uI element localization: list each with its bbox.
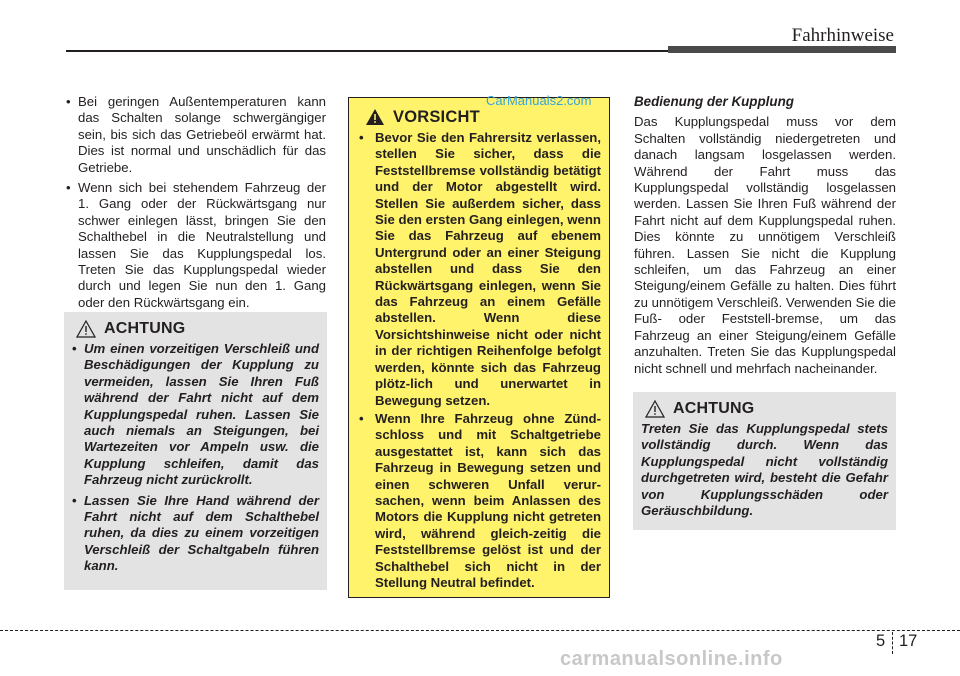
column-left — [66, 94, 326, 315]
caution-text: Treten Sie das Kupplungspedal stets vollständig durch. Wenn das Kupplungspedal nicht vollständig durchgetreten wird, besteht die Gefahr von Kupplungsschäden oder Geräuschbildung. — [641, 421, 888, 519]
page-number: 17 — [899, 632, 918, 650]
caution-header — [645, 400, 888, 418]
caution-bullet: • Um einen vorzeitigen Verschleiß und Beschädigungen der Kupplung zu vermeiden, lassen Sie Ihren Fuß während der Fahrt nicht auf dem Kupplungspedal ruhen. Lassen Sie auch niemals an Steigungen, bei Wartezeiten vor Ampeln usw. die Kupplung schleifen, damit das Fahrzeug nicht zurückrollt. — [72, 341, 319, 489]
caution-box-right — [633, 392, 896, 530]
watermark-top: CarManuals2.com — [486, 93, 592, 108]
caution-bullet-list — [72, 341, 319, 575]
watermark-bottom: carmanualsonline.info — [560, 648, 783, 670]
caution-label: ACHTUNG — [104, 319, 186, 337]
caution-triangle-icon — [645, 400, 665, 418]
section-body: Das Kupplungspedal muss vor dem Schalten vollständig niedergetreten und danach langsam losgelassen werden. Während der Fahrt muss das Kupplungspedal vollständig losgelassen werden. Lassen Sie Ihren Fuß während der Fahrt nicht auf dem Kupplungspedal ruhen. Dies könnte zu unnötigem Verschleiß führen. Lassen Sie nicht die Kupplung schleifen, um das Fahrzeug an einer Steigung/einem Gefälle zu halten. Dies führt zu unnötigem Verschleiß. Verwenden Sie die Fuß- oder Feststell-bremse, um das Fahrzeug an einer Steigung/einem Gefälle anzuhalten. Treten Sie das Kupplungspedal nicht schnell und mehrfach nacheinander. — [634, 114, 896, 376]
warning-bullet: • Bevor Sie den Fahrersitz verlassen, stellen Sie sicher, dass die Feststellbremse vollständig betätigt und der Motor abgestellt wird. Stellen Sie außerdem sicher, dass Sie den ersten Gang einlegen, wenn Sie das Fahrzeug auf ebenem Untergrund oder an einer Steigung abstellen und dass Sie den Rückwärtsgang einlegen, wenn Sie das Fahrzeug an einem Gefälle abstellen. Wenn diese Vorsichtshinweise nicht oder nicht in der richtigen Reihenfolge befolgt werden, könnte sich das Fahrzeug plötz-lich und unerwartet in Bewegung setzen. — [357, 130, 601, 409]
page-number-separator — [892, 632, 894, 654]
warning-triangle-icon — [365, 108, 385, 126]
intro-bullet-list — [66, 94, 326, 311]
footer-rule — [0, 630, 960, 631]
column-right — [634, 94, 896, 377]
caution-box-left — [64, 312, 327, 590]
caution-label: ACHTUNG — [673, 399, 755, 417]
warning-box — [348, 97, 610, 598]
caution-header — [76, 320, 319, 338]
intro-bullet: • Wenn sich bei stehendem Fahrzeug der 1. Gang oder der Rückwärtsgang nur schwer einlegen lässt, bringen Sie den Schalthebel in die Neutralstellung und lassen Sie das Kupplungspedal los. Treten Sie das Kupplungspedal wieder durch und legen Sie nun den 1. Gang oder den Rückwärtsgang ein. — [66, 180, 326, 311]
warning-label: VORSICHT — [393, 107, 480, 126]
header-rule-accent — [668, 46, 896, 53]
header-rule — [66, 50, 668, 52]
warning-bullet-list — [357, 130, 601, 591]
intro-bullet: • Bei geringen Außentemperaturen kann das Schalten solange schwergängiger sein, bis sich das Getriebeöl erwärmt hat. Dies ist normal und unschädlich für das Getriebe. — [66, 94, 326, 176]
caution-triangle-icon — [76, 320, 96, 338]
warning-header — [365, 108, 601, 126]
warning-bullet: • Wenn Ihre Fahrzeug ohne Zünd-schloss und mit Schaltgetriebe ausgestattet ist, kann sich das Fahrzeug in Bewegung setzen und einen schweren Unfall verur-sachen, wenn beim Anlassen des Motors die Kupplung nicht getreten wird, während gleich-zeitig die Feststellbremse gelöst ist und der Schalthebel sich nicht in der Stellung Neutral befindet. — [357, 411, 601, 591]
section-title: Bedienung der Kupplung — [634, 94, 794, 109]
page-header-title: Fahrhinweise — [791, 25, 894, 46]
caution-bullet: • Lassen Sie Ihre Hand während der Fahrt nicht auf dem Schalthebel ruhen, da dies zu einem vorzeitigen Verschleiß der Schaltgabeln führen kann. — [72, 493, 319, 575]
chapter-number: 5 — [876, 632, 886, 650]
